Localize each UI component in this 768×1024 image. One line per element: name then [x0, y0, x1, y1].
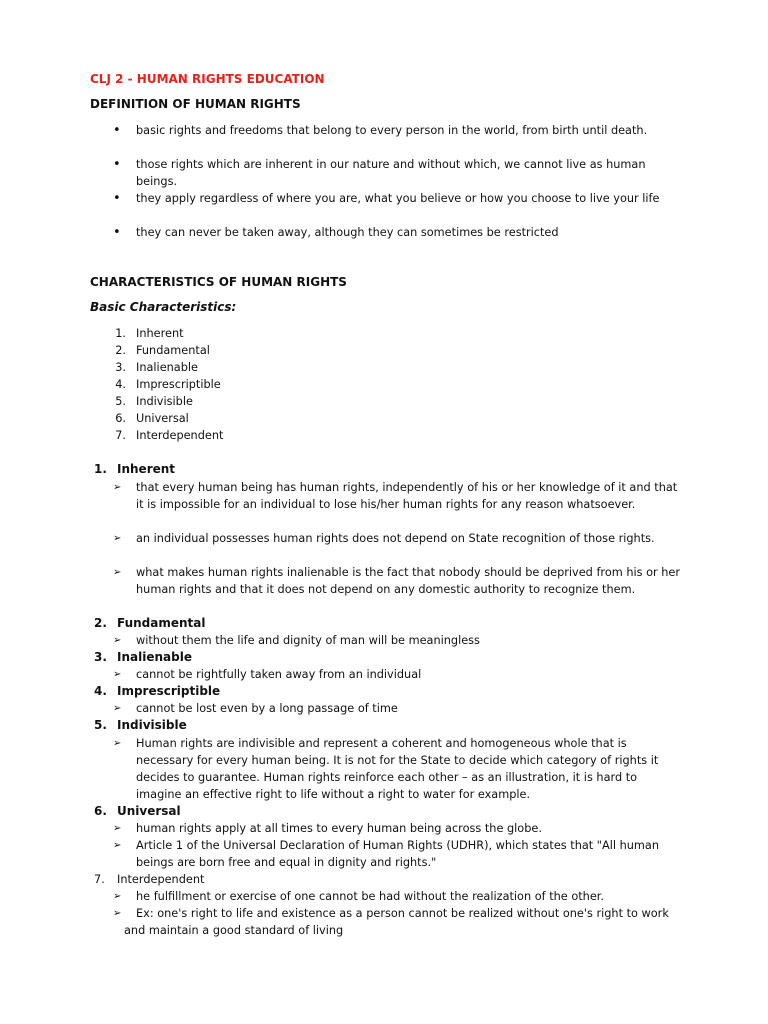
section-point: without them the life and dignity of man will be meaningless [136, 634, 480, 647]
definition-heading: DEFINITION OF HUMAN RIGHTS [90, 97, 301, 111]
section-point: an individual possesses human rights does not depend on State recognition of those rights. [136, 532, 655, 545]
list-number: 3. [115, 361, 126, 374]
definition-bullet-2: those rights which are inherent in our nature and without which, we cannot live as human beings. [136, 158, 646, 188]
section-point: human rights apply at all times to every human being across the globe. [136, 822, 542, 835]
arrow-bullet-icon: ➢ [113, 840, 122, 851]
arrow-bullet-icon: ➢ [113, 908, 122, 919]
bullet-glyph: • [113, 157, 121, 172]
section-title-fundamental: Fundamental [117, 616, 206, 630]
section-title-imprescriptible: Imprescriptible [117, 684, 221, 698]
list-number: 1. [115, 327, 126, 340]
list-item: Indivisible [136, 395, 193, 408]
definition-bullet-3: they apply regardless of where you are, what you believe or how you choose to live your life [136, 192, 660, 205]
list-item: Universal [136, 412, 189, 425]
section-title-interdependent: Interdependent [117, 873, 205, 886]
arrow-bullet-icon: ➢ [113, 891, 122, 902]
list-item: Inalienable [136, 361, 198, 374]
list-number: 2. [115, 344, 126, 357]
section-point: Human rights are indivisible and represent a coherent and homogeneous whole that is necessary for every human being. It is not for the State to decide which category of rights it decides to guarantee. Human rights reinforce each other – as an illustration, it is hard to imagine an effective right to life without a right to water for example. [136, 737, 659, 801]
section-title-indivisible: Indivisible [117, 718, 187, 732]
list-item: Inherent [136, 327, 184, 340]
section-title-inalienable: Inalienable [117, 650, 192, 664]
section-number: 2. [94, 616, 107, 630]
list-item: Imprescriptible [136, 378, 221, 391]
section-point: cannot be lost even by a long passage of time [136, 702, 398, 715]
arrow-bullet-icon: ➢ [113, 533, 122, 544]
section-point: what makes human rights inalienable is the fact that nobody should be deprived from his or her human rights and that it does not depend on any domestic authority to recognize them. [136, 566, 681, 596]
arrow-bullet-icon: ➢ [113, 703, 122, 714]
arrow-bullet-icon: ➢ [113, 482, 122, 493]
definition-bullet-4: they can never be taken away, although they can sometimes be restricted [136, 226, 559, 239]
section-point: he fulfillment or exercise of one cannot be had without the realization of the other. [136, 890, 604, 903]
section-title-inherent: Inherent [117, 462, 176, 476]
arrow-bullet-icon: ➢ [113, 567, 122, 578]
section-point: Ex: one's right to life and existence as a person cannot be realized without one's right to work and maintain a good standard of living [124, 907, 669, 937]
basic-characteristics-subheading: Basic Characteristics: [90, 300, 237, 314]
list-number: 6. [115, 412, 126, 425]
list-item: Interdependent [136, 429, 224, 442]
document-title: CLJ 2 - HUMAN RIGHTS EDUCATION [90, 72, 325, 86]
definition-bullet-1: basic rights and freedoms that belong to every person in the world, from birth until death. [136, 124, 648, 137]
arrow-bullet-icon: ➢ [113, 738, 122, 749]
section-point: that every human being has human rights, independently of his or her knowledge of it and that it is impossible for an individual to lose his/her human rights for any reason whatsoever. [136, 481, 678, 511]
list-item: Fundamental [136, 344, 210, 357]
section-title-universal: Universal [117, 804, 181, 818]
section-number: 6. [94, 804, 107, 818]
section-point: Article 1 of the Universal Declaration of Human Rights (UDHR), which states that "All human beings are born free and equal in dignity and rights." [136, 839, 659, 869]
section-number: 5. [94, 718, 107, 732]
section-number: 1. [94, 462, 107, 476]
arrow-bullet-icon: ➢ [113, 669, 122, 680]
list-number: 7. [115, 429, 126, 442]
arrow-bullet-icon: ➢ [113, 635, 122, 646]
section-point: cannot be rightfully taken away from an individual [136, 668, 422, 681]
bullet-glyph: • [113, 191, 121, 206]
section-number: 3. [94, 650, 107, 664]
characteristics-heading: CHARACTERISTICS OF HUMAN RIGHTS [90, 275, 347, 289]
list-number: 4. [115, 378, 126, 391]
section-number: 7. [94, 873, 105, 886]
list-number: 5. [115, 395, 126, 408]
bullet-glyph: • [113, 123, 121, 138]
arrow-bullet-icon: ➢ [113, 823, 122, 834]
section-number: 4. [94, 684, 107, 698]
bullet-glyph: • [113, 225, 121, 240]
